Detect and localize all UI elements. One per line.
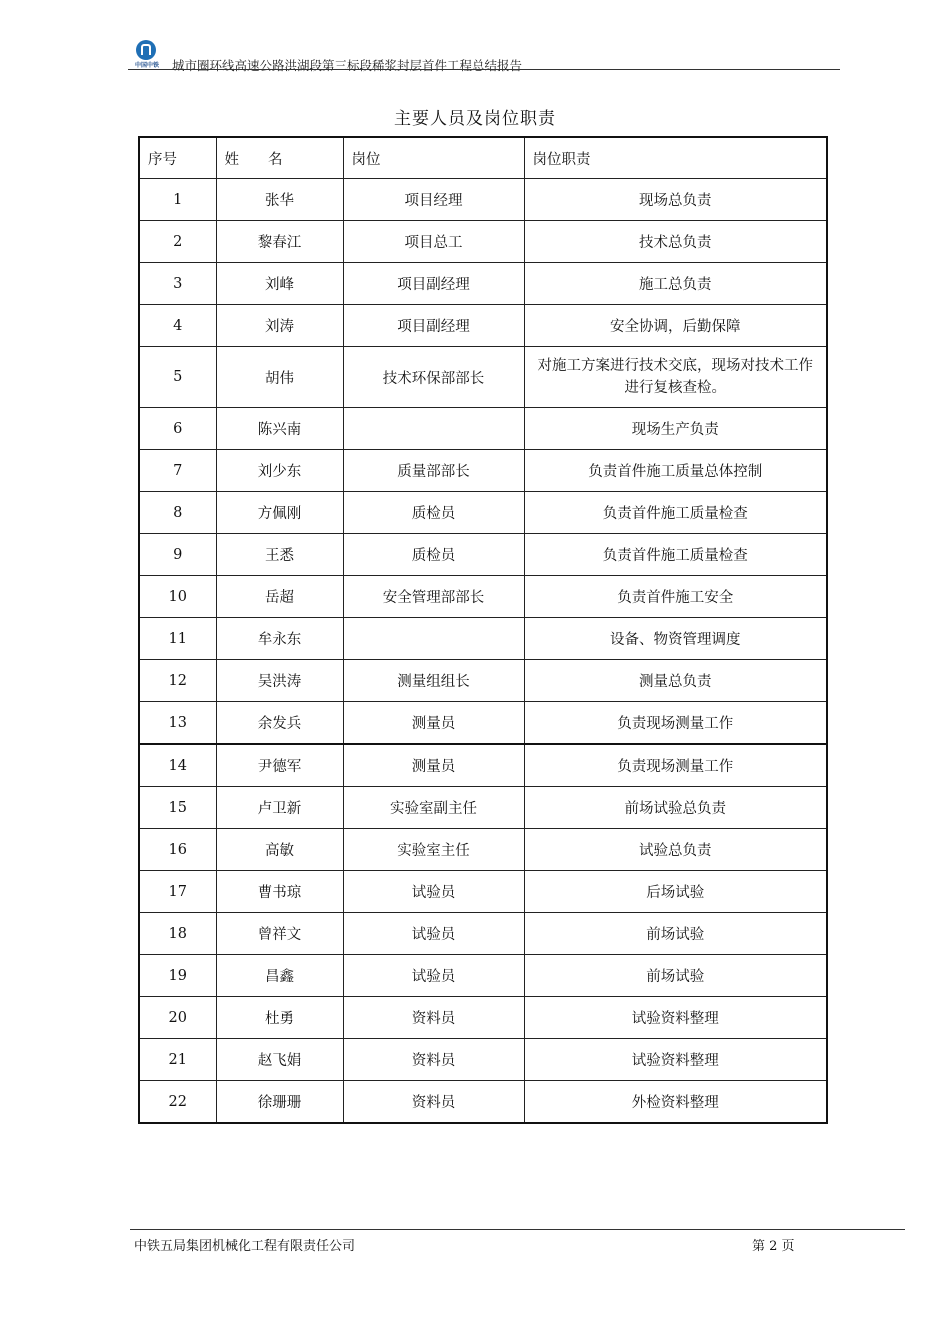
row-name: 昌鑫: [216, 955, 343, 997]
table-row: [139, 263, 827, 305]
footer-divider: [130, 1229, 905, 1230]
row-no: 11: [139, 618, 216, 660]
row-name: 刘峰: [216, 263, 343, 305]
table-row: [139, 955, 827, 997]
row-post: 试验员: [343, 955, 524, 997]
row-name: 王悉: [216, 534, 343, 576]
document-title: 主要人员及岗位职责: [394, 109, 556, 129]
row-duty: 外检资料整理: [524, 1081, 827, 1124]
row-name: 余发兵: [216, 702, 343, 745]
row-no: 8: [139, 492, 216, 534]
table-row: [139, 1081, 827, 1124]
row-no: 12: [139, 660, 216, 702]
row-no: 6: [139, 408, 216, 450]
row-post: 质量部部长: [343, 450, 524, 492]
row-no: 20: [139, 997, 216, 1039]
row-no: 3: [139, 263, 216, 305]
table-row: [139, 913, 827, 955]
row-name: 刘涛: [216, 305, 343, 347]
row-duty: 设备、物资管理调度: [524, 618, 827, 660]
row-no: 15: [139, 787, 216, 829]
row-post: 项目副经理: [343, 305, 524, 347]
row-no: 17: [139, 871, 216, 913]
header-no: 序号: [139, 137, 216, 179]
row-post: 项目总工: [343, 221, 524, 263]
row-duty: 试验资料整理: [524, 1039, 827, 1081]
table-row: [139, 618, 827, 660]
row-name: 牟永东: [216, 618, 343, 660]
row-name: 吴洪涛: [216, 660, 343, 702]
row-name: 刘少东: [216, 450, 343, 492]
row-duty: 测量总负责: [524, 660, 827, 702]
table-row: [139, 305, 827, 347]
row-duty: 负责现场测量工作: [524, 702, 827, 745]
row-no: 14: [139, 744, 216, 787]
row-post: 试验员: [343, 913, 524, 955]
header-name: 姓 名: [216, 137, 343, 179]
row-duty: 负责首件施工安全: [524, 576, 827, 618]
row-duty: 负责首件施工质量总体控制: [524, 450, 827, 492]
row-duty: 后场试验: [524, 871, 827, 913]
company-logo: [128, 38, 166, 70]
row-post: 安全管理部部长: [343, 576, 524, 618]
table-row: [139, 997, 827, 1039]
row-duty: 现场总负责: [524, 179, 827, 221]
table-row: [139, 744, 827, 787]
row-post: 资料员: [343, 997, 524, 1039]
table-row: [139, 408, 827, 450]
header-divider: [128, 69, 840, 70]
row-duty: 安全协调，后勤保障: [524, 305, 827, 347]
row-name: 胡伟: [216, 347, 343, 408]
table-row: [139, 660, 827, 702]
row-duty: 试验总负责: [524, 829, 827, 871]
row-duty: 对施工方案进行技术交底，现场对技术工作进行复核查检。: [524, 347, 827, 408]
row-name: 曹书琼: [216, 871, 343, 913]
row-name: 尹德军: [216, 744, 343, 787]
row-duty: 负责现场测量工作: [524, 744, 827, 787]
row-no: 18: [139, 913, 216, 955]
row-duty: 现场生产负责: [524, 408, 827, 450]
row-name: 高敏: [216, 829, 343, 871]
row-duty: 施工总负责: [524, 263, 827, 305]
row-duty: 负责首件施工质量检查: [524, 492, 827, 534]
row-no: 13: [139, 702, 216, 745]
row-no: 10: [139, 576, 216, 618]
row-post: 资料员: [343, 1081, 524, 1124]
header-title: 城市圈环线高速公路洪湖段第三标段稀浆封层首件工程总结报告: [172, 58, 523, 73]
row-no: 7: [139, 450, 216, 492]
row-duty: 前场试验: [524, 955, 827, 997]
row-no: 1: [139, 179, 216, 221]
row-duty: 试验资料整理: [524, 997, 827, 1039]
row-post: [343, 408, 524, 450]
row-post: 实验室副主任: [343, 787, 524, 829]
table-row: [139, 1039, 827, 1081]
table-row: [139, 829, 827, 871]
row-post: 测量员: [343, 744, 524, 787]
table-row: [139, 179, 827, 221]
table-row: [139, 492, 827, 534]
logo-text: 中国中铁: [134, 62, 159, 69]
row-name: 徐珊珊: [216, 1081, 343, 1124]
table-row: [139, 702, 827, 745]
row-duty: 负责首件施工质量检查: [524, 534, 827, 576]
table-row: [139, 347, 827, 408]
row-name: 赵飞娟: [216, 1039, 343, 1081]
row-name: 卢卫新: [216, 787, 343, 829]
row-post: 质检员: [343, 492, 524, 534]
page-header: [128, 38, 840, 72]
table-row: [139, 787, 827, 829]
row-no: 22: [139, 1081, 216, 1124]
table-row: [139, 534, 827, 576]
row-post: 项目副经理: [343, 263, 524, 305]
footer-page-number: 第 2 页: [752, 1239, 795, 1254]
table-row: [139, 450, 827, 492]
row-name: 陈兴南: [216, 408, 343, 450]
row-no: 5: [139, 347, 216, 408]
row-post: 测量员: [343, 702, 524, 745]
row-no: 2: [139, 221, 216, 263]
row-no: 21: [139, 1039, 216, 1081]
table-row: [139, 221, 827, 263]
row-duty: 前场试验总负责: [524, 787, 827, 829]
header-duty: 岗位职责: [524, 137, 827, 179]
row-post: 测量组组长: [343, 660, 524, 702]
row-post: 质检员: [343, 534, 524, 576]
row-post: 试验员: [343, 871, 524, 913]
row-duty: 技术总负责: [524, 221, 827, 263]
row-name: 黎春江: [216, 221, 343, 263]
row-post: [343, 618, 524, 660]
row-name: 杜勇: [216, 997, 343, 1039]
footer-company: 中铁五局集团机械化工程有限责任公司: [134, 1239, 356, 1254]
row-name: 张华: [216, 179, 343, 221]
row-post: 技术环保部部长: [343, 347, 524, 408]
crec-logo-icon: [136, 40, 156, 60]
row-name: 方佩刚: [216, 492, 343, 534]
row-name: 岳超: [216, 576, 343, 618]
row-post: 项目经理: [343, 179, 524, 221]
table-row: [139, 576, 827, 618]
row-duty: 前场试验: [524, 913, 827, 955]
row-name: 曾祥文: [216, 913, 343, 955]
row-no: 4: [139, 305, 216, 347]
header-post: 岗位: [343, 137, 524, 179]
staff-table: [138, 136, 828, 1124]
row-no: 9: [139, 534, 216, 576]
table-row: [139, 871, 827, 913]
row-no: 19: [139, 955, 216, 997]
table-header-row: [139, 137, 827, 179]
row-no: 16: [139, 829, 216, 871]
row-post: 资料员: [343, 1039, 524, 1081]
row-post: 实验室主任: [343, 829, 524, 871]
